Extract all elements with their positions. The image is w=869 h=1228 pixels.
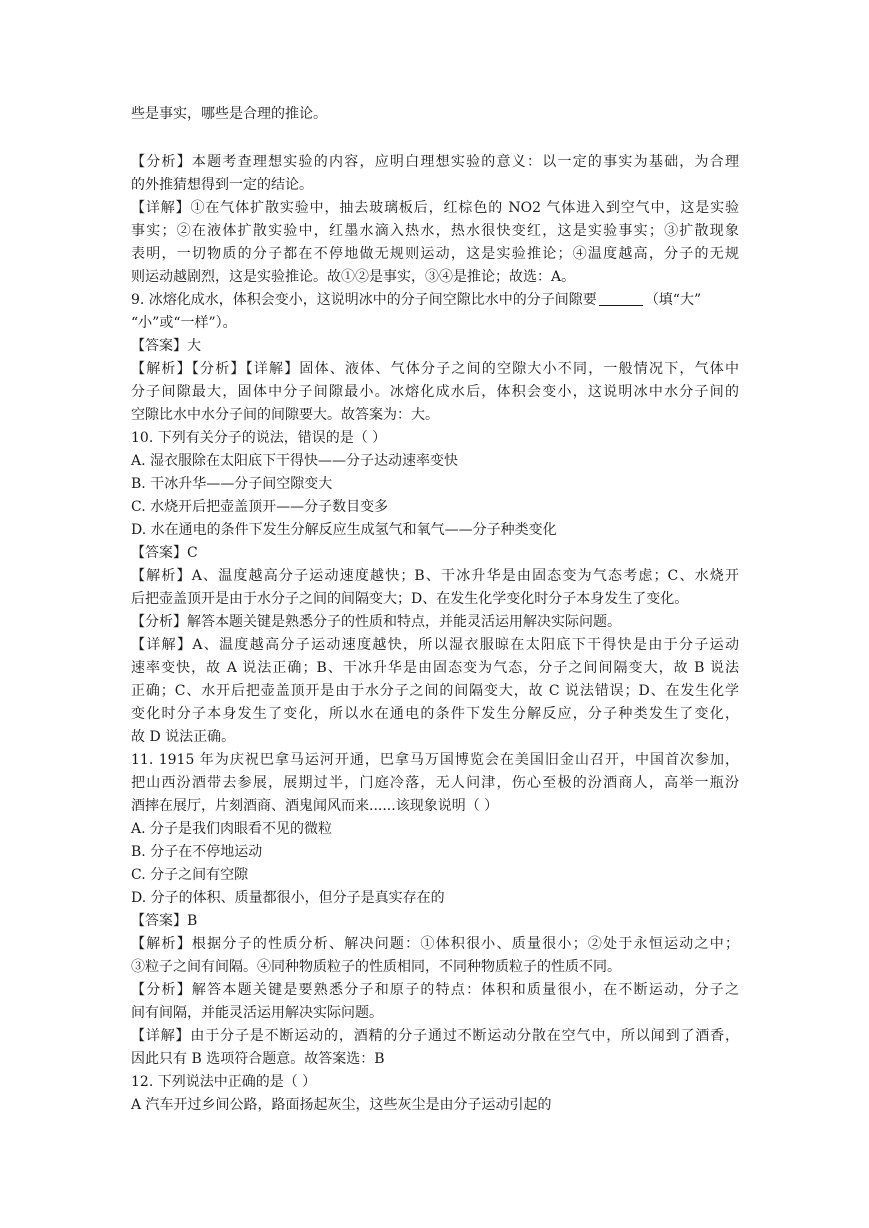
answer-line: 【答案】C <box>131 545 198 561</box>
text-line: 正确；C、水开后把壶盖顶开是由于水分子之间的间隔变大，故 C 说法错误；D、在发生化学 <box>131 683 739 699</box>
option-a: A 汽车开过乡间公路，路面扬起灰尘，这些灰尘是由分子运动引起的 <box>131 1097 552 1113</box>
question-9-hint: （填“大” <box>644 292 702 308</box>
text-line: 【解析】根据分子的性质分析、解决问题：①体积很小、质量很小；②处于永恒运动之中； <box>131 936 739 952</box>
question-9-text: 9. 冰熔化成水，体积会变小，这说明冰中的分子间空隙比水中的分子间隙要 <box>131 292 597 308</box>
text-line: 【解析】【分析】【详解】固体、液体、气体分子之间的空隙大小不同，一般情况下，气体中 <box>131 361 739 377</box>
text-line: 变化时分子本身发生了变化，所以水在通电的条件下发生分解反应，分子种类发生了变化， <box>131 706 739 722</box>
text-line: 速率变快，故 A 说法正确；B、干冰升华是由固态变为气态，分子之间间隔变大，故 B 说法 <box>131 660 739 676</box>
text-line: 的外推猜想得到一定的结论。 <box>131 177 313 193</box>
text-line: 【分析】解答本题关键是熟悉分子的性质和特点，并能灵活运用解决实际问题。 <box>131 614 621 630</box>
question-9-line <box>131 290 701 310</box>
question-12: 12. 下列说法中正确的是（ ） <box>131 1074 317 1090</box>
option-c: C. 分子之间有空隙 <box>131 867 249 883</box>
question-10: 10. 下列有关分子的说法，错误的是（ ） <box>131 430 387 446</box>
option-d: D. 分子的体积、质量都很小，但分子是真实存在的 <box>131 890 445 906</box>
text-line: 分子间隙最大，固体中分子间隙最小。冰熔化成水后，体积会变小，这说明冰中水分子间的 <box>131 384 739 400</box>
option-a: A. 分子是我们肉眼看不见的微粒 <box>131 821 333 837</box>
option-c: C. 水烧开后把壶盖顶开——分子数目变多 <box>131 499 389 515</box>
text-line: 【详解】由于分子是不断运动的，酒精的分子通过不断运动分散在空气中，所以闻到了酒香， <box>131 1028 739 1044</box>
question-11: 11. 1915 年为庆祝巴拿马运河开通，巴拿马万国博览会在美国旧金山召开，中国首次参加， <box>131 752 739 768</box>
text-line: 【详解】A、温度越高分子运动速度越快，所以湿衣服晾在太阳底下干得快是由于分子运动 <box>131 637 739 653</box>
text-line: 些是事实，哪些是合理的推论。 <box>131 106 327 122</box>
option-b: B. 分子在不停地运动 <box>131 844 263 860</box>
text-line: 空隙比水中水分子间的间隙要大。故答案为：大。 <box>131 407 439 423</box>
text-line: 把山西汾酒带去参展，展期过半，门庭冷落，无人问津，伤心至极的汾酒商人，高举一瓶汾 <box>131 775 739 791</box>
text-line: 【分析】解答本题关键是要熟悉分子和原子的特点：体积和质量很小，在不断运动，分子之 <box>131 982 739 998</box>
text-line: 事实；②在液体扩散实验中，红墨水滴入热水，热水很快变红，这是实验事实；③扩散现象 <box>131 223 739 239</box>
text-line: 酒摔在展厅，片刻酒商、酒鬼闻风而来......该现象说明（ ） <box>131 798 499 814</box>
text-line: 表明，一切物质的分子都在不停地做无规则运动，这是实验推论；④温度越高，分子的无规 <box>131 246 739 262</box>
text-line: 则运动越剧烈，这是实验推论。故①②是事实，③④是推论；故选：A。 <box>131 269 576 285</box>
text-line: 【详解】①在气体扩散实验中，抽去玻璃板后，红棕色的 NO2 气体进入到空气中，这是实验 <box>131 200 739 216</box>
text-line: ③粒子之间有间隔。④同种物质粒子的性质相同，不同种物质粒子的性质不同。 <box>131 959 621 975</box>
answer-line: 【答案】大 <box>131 338 201 354</box>
text-line: 故 D 说法正确。 <box>131 729 236 745</box>
text-line: 【解析】A、温度越高分子运动速度越快；B、干冰升华是由固态变为气态考虑；C、水烧开 <box>131 568 739 584</box>
option-b: B. 干冰升华——分子间空隙变大 <box>131 476 333 492</box>
text-line: “小”或“一样”）。 <box>131 315 237 331</box>
text-line: 后把壶盖顶开是由于水分子之间的间隔变大；D、在发生化学变化时分子本身发生了变化。 <box>131 591 689 607</box>
answer-blank <box>599 291 643 306</box>
option-a: A. 湿衣服除在太阳底下干得快——分子达动速率变快 <box>131 453 459 469</box>
text-line: 【分析】本题考查理想实验的内容，应明白理想实验的意义：以一定的事实为基础，为合理 <box>131 154 739 170</box>
option-d: D. 水在通电的条件下发生分解反应生成氢气和氧气——分子种类变化 <box>131 522 557 538</box>
text-line: 间有间隔，并能灵活运用解决实际问题。 <box>131 1005 383 1021</box>
answer-line: 【答案】B <box>131 913 198 929</box>
text-line: 因此只有 B 选项符合题意。故答案选：B <box>131 1051 385 1067</box>
